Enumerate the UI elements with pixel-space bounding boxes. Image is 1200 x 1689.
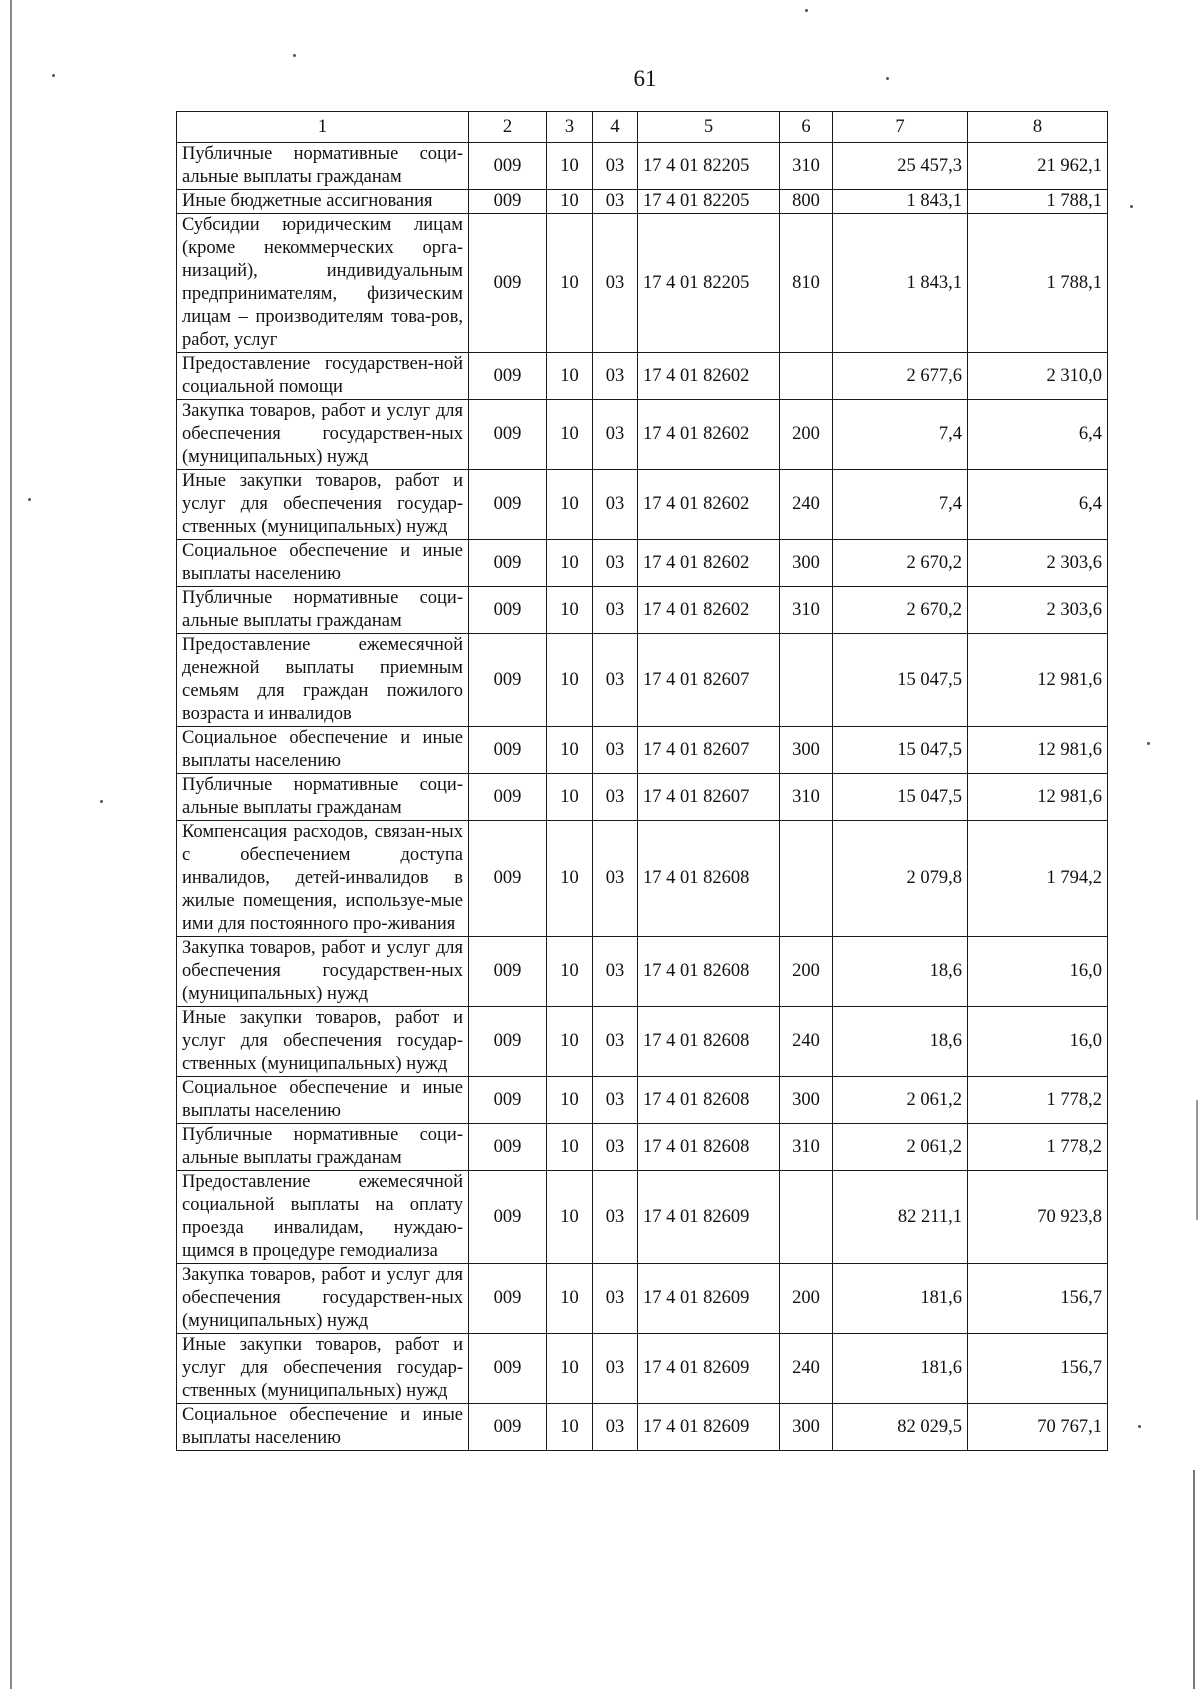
scan-speck	[28, 498, 31, 501]
amount-col8-cell: 21 962,1	[968, 143, 1108, 190]
subsection-code-cell: 03	[593, 937, 638, 1007]
subsection-code-cell: 03	[593, 143, 638, 190]
expense-name-cell: Закупка товаров, работ и услуг для обеспечения государствен-ных (муниципальных) нужд	[177, 400, 469, 470]
target-article-cell: 17 4 01 82609	[638, 1404, 780, 1451]
target-article-cell: 17 4 01 82609	[638, 1264, 780, 1334]
target-article-cell: 17 4 01 82602	[638, 353, 780, 400]
column-header: 2	[469, 112, 547, 143]
table-row	[177, 1171, 1108, 1264]
expense-type-cell	[780, 1171, 833, 1264]
scan-edge-line-right-upper	[1196, 1100, 1198, 1220]
table-row	[177, 1007, 1108, 1077]
ministry-code-cell: 009	[469, 353, 547, 400]
ministry-code-cell: 009	[469, 214, 547, 353]
scan-speck	[1130, 205, 1133, 208]
expense-type-cell	[780, 353, 833, 400]
amount-col7-cell: 2 677,6	[833, 353, 968, 400]
expense-name-cell: Социальное обеспечение и иные выплаты населению	[177, 727, 469, 774]
expense-type-cell: 310	[780, 587, 833, 634]
expense-name-cell: Закупка товаров, работ и услуг для обеспечения государствен-ных (муниципальных) нужд	[177, 937, 469, 1007]
expense-name-cell: Предоставление ежемесячной социальной выплаты на оплату проезда инвалидам, нуждаю-щимся в процедуре гемодиализа	[177, 1171, 469, 1264]
target-article-cell: 17 4 01 82602	[638, 587, 780, 634]
target-article-cell: 17 4 01 82609	[638, 1334, 780, 1404]
target-article-cell: 17 4 01 82608	[638, 937, 780, 1007]
expense-type-cell: 300	[780, 1077, 833, 1124]
expense-type-cell: 200	[780, 400, 833, 470]
scan-speck	[293, 54, 296, 57]
scan-speck	[100, 800, 103, 803]
expense-name-cell: Иные закупки товаров, работ и услуг для обеспечения государ-ственных (муниципальных) нужд	[177, 470, 469, 540]
scan-speck	[805, 9, 808, 12]
section-code-cell: 10	[547, 1171, 593, 1264]
subsection-code-cell: 03	[593, 400, 638, 470]
subsection-code-cell: 03	[593, 634, 638, 727]
expense-type-cell: 240	[780, 1007, 833, 1077]
column-header: 6	[780, 112, 833, 143]
amount-col8-cell: 1 778,2	[968, 1077, 1108, 1124]
amount-col7-cell: 18,6	[833, 937, 968, 1007]
expense-name-cell: Публичные нормативные соци-альные выплаты гражданам	[177, 774, 469, 821]
column-header: 1	[177, 112, 469, 143]
amount-col7-cell: 25 457,3	[833, 143, 968, 190]
target-article-cell: 17 4 01 82608	[638, 821, 780, 937]
table-row	[177, 774, 1108, 821]
amount-col8-cell: 16,0	[968, 937, 1108, 1007]
subsection-code-cell: 03	[593, 214, 638, 353]
ministry-code-cell: 009	[469, 1404, 547, 1451]
target-article-cell: 17 4 01 82607	[638, 774, 780, 821]
table-row	[177, 1334, 1108, 1404]
ministry-code-cell: 009	[469, 587, 547, 634]
ministry-code-cell: 009	[469, 190, 547, 214]
amount-col7-cell: 7,4	[833, 400, 968, 470]
amount-col7-cell: 181,6	[833, 1264, 968, 1334]
subsection-code-cell: 03	[593, 1264, 638, 1334]
column-header: 3	[547, 112, 593, 143]
section-code-cell: 10	[547, 1264, 593, 1334]
ministry-code-cell: 009	[469, 821, 547, 937]
subsection-code-cell: 03	[593, 821, 638, 937]
ministry-code-cell: 009	[469, 1334, 547, 1404]
target-article-cell: 17 4 01 82608	[638, 1124, 780, 1171]
section-code-cell: 10	[547, 634, 593, 727]
ministry-code-cell: 009	[469, 1077, 547, 1124]
expense-name-cell: Социальное обеспечение и иные выплаты населению	[177, 540, 469, 587]
target-article-cell: 17 4 01 82609	[638, 1171, 780, 1264]
amount-col8-cell: 1 788,1	[968, 214, 1108, 353]
amount-col8-cell: 70 767,1	[968, 1404, 1108, 1451]
section-code-cell: 10	[547, 1124, 593, 1171]
table-row	[177, 214, 1108, 353]
amount-col7-cell: 82 211,1	[833, 1171, 968, 1264]
section-code-cell: 10	[547, 821, 593, 937]
section-code-cell: 10	[547, 214, 593, 353]
subsection-code-cell: 03	[593, 470, 638, 540]
scan-edge-line-right	[1193, 1470, 1195, 1689]
amount-col7-cell: 181,6	[833, 1334, 968, 1404]
amount-col8-cell: 1 778,2	[968, 1124, 1108, 1171]
amount-col7-cell: 15 047,5	[833, 727, 968, 774]
section-code-cell: 10	[547, 353, 593, 400]
ministry-code-cell: 009	[469, 774, 547, 821]
expense-name-cell: Предоставление ежемесячной денежной выплаты приемным семьям для граждан пожилого возраста и инвалидов	[177, 634, 469, 727]
ministry-code-cell: 009	[469, 937, 547, 1007]
ministry-code-cell: 009	[469, 727, 547, 774]
expense-type-cell: 200	[780, 937, 833, 1007]
amount-col8-cell: 2 310,0	[968, 353, 1108, 400]
amount-col8-cell: 1 794,2	[968, 821, 1108, 937]
target-article-cell: 17 4 01 82602	[638, 470, 780, 540]
target-article-cell: 17 4 01 82602	[638, 400, 780, 470]
expense-name-cell: Социальное обеспечение и иные выплаты населению	[177, 1404, 469, 1451]
table-row	[177, 143, 1108, 190]
column-header: 8	[968, 112, 1108, 143]
table-row	[177, 1124, 1108, 1171]
subsection-code-cell: 03	[593, 1124, 638, 1171]
table-body	[177, 143, 1108, 1451]
amount-col8-cell: 156,7	[968, 1264, 1108, 1334]
budget-table	[176, 111, 1108, 1451]
subsection-code-cell: 03	[593, 727, 638, 774]
subsection-code-cell: 03	[593, 1404, 638, 1451]
table-row	[177, 470, 1108, 540]
section-code-cell: 10	[547, 190, 593, 214]
section-code-cell: 10	[547, 774, 593, 821]
section-code-cell: 10	[547, 727, 593, 774]
target-article-cell: 17 4 01 82608	[638, 1077, 780, 1124]
expense-type-cell: 810	[780, 214, 833, 353]
expense-name-cell: Публичные нормативные соци-альные выплаты гражданам	[177, 1124, 469, 1171]
table-row	[177, 937, 1108, 1007]
table-row	[177, 400, 1108, 470]
expense-type-cell: 300	[780, 1404, 833, 1451]
scan-speck	[1147, 742, 1150, 745]
subsection-code-cell: 03	[593, 540, 638, 587]
column-header: 4	[593, 112, 638, 143]
section-code-cell: 10	[547, 540, 593, 587]
amount-col8-cell: 2 303,6	[968, 540, 1108, 587]
ministry-code-cell: 009	[469, 400, 547, 470]
expense-type-cell	[780, 634, 833, 727]
target-article-cell: 17 4 01 82608	[638, 1007, 780, 1077]
expense-name-cell: Закупка товаров, работ и услуг для обеспечения государствен-ных (муниципальных) нужд	[177, 1264, 469, 1334]
expense-type-cell	[780, 821, 833, 937]
expense-name-cell: Иные закупки товаров, работ и услуг для обеспечения государ-ственных (муниципальных) нужд	[177, 1334, 469, 1404]
amount-col7-cell: 7,4	[833, 470, 968, 540]
amount-col8-cell: 156,7	[968, 1334, 1108, 1404]
scan-speck	[52, 74, 55, 77]
expense-type-cell: 200	[780, 1264, 833, 1334]
section-code-cell: 10	[547, 1404, 593, 1451]
section-code-cell: 10	[547, 587, 593, 634]
target-article-cell: 17 4 01 82607	[638, 727, 780, 774]
amount-col7-cell: 2 061,2	[833, 1077, 968, 1124]
table-row	[177, 821, 1108, 937]
amount-col8-cell: 70 923,8	[968, 1171, 1108, 1264]
subsection-code-cell: 03	[593, 353, 638, 400]
target-article-cell: 17 4 01 82205	[638, 190, 780, 214]
expense-type-cell: 800	[780, 190, 833, 214]
expense-type-cell: 240	[780, 470, 833, 540]
target-article-cell: 17 4 01 82602	[638, 540, 780, 587]
section-code-cell: 10	[547, 1077, 593, 1124]
table-row	[177, 634, 1108, 727]
ministry-code-cell: 009	[469, 143, 547, 190]
amount-col7-cell: 1 843,1	[833, 214, 968, 353]
expense-name-cell: Компенсация расходов, связан-ных с обеспечением доступа инвалидов, детей-инвалидов в жилые помещения, используе-мые ими для постоянного про-живания	[177, 821, 469, 937]
table-row	[177, 1264, 1108, 1334]
table-row	[177, 540, 1108, 587]
header-row	[177, 112, 1108, 143]
expense-type-cell: 310	[780, 143, 833, 190]
amount-col7-cell: 2 061,2	[833, 1124, 968, 1171]
ministry-code-cell: 009	[469, 634, 547, 727]
section-code-cell: 10	[547, 1007, 593, 1077]
amount-col8-cell: 6,4	[968, 400, 1108, 470]
subsection-code-cell: 03	[593, 774, 638, 821]
table-header	[177, 112, 1108, 143]
expense-name-cell: Иные бюджетные ассигнования	[177, 190, 469, 214]
amount-col7-cell: 2 670,2	[833, 540, 968, 587]
amount-col8-cell: 1 788,1	[968, 190, 1108, 214]
table-row	[177, 190, 1108, 214]
subsection-code-cell: 03	[593, 1077, 638, 1124]
target-article-cell: 17 4 01 82607	[638, 634, 780, 727]
subsection-code-cell: 03	[593, 1007, 638, 1077]
expense-name-cell: Субсидии юридическим лицам (кроме некоммерческих орга-низаций), индивидуальным предпринимателям, физическим лицам – производителям това-ров, работ, услуг	[177, 214, 469, 353]
subsection-code-cell: 03	[593, 1171, 638, 1264]
amount-col8-cell: 16,0	[968, 1007, 1108, 1077]
table-row	[177, 353, 1108, 400]
ministry-code-cell: 009	[469, 1007, 547, 1077]
amount-col8-cell: 12 981,6	[968, 634, 1108, 727]
expense-type-cell: 310	[780, 774, 833, 821]
amount-col8-cell: 12 981,6	[968, 727, 1108, 774]
amount-col8-cell: 12 981,6	[968, 774, 1108, 821]
amount-col8-cell: 2 303,6	[968, 587, 1108, 634]
ministry-code-cell: 009	[469, 1264, 547, 1334]
ministry-code-cell: 009	[469, 470, 547, 540]
amount-col7-cell: 15 047,5	[833, 774, 968, 821]
target-article-cell: 17 4 01 82205	[638, 143, 780, 190]
expense-type-cell: 310	[780, 1124, 833, 1171]
table-row	[177, 587, 1108, 634]
expense-type-cell: 300	[780, 540, 833, 587]
section-code-cell: 10	[547, 1334, 593, 1404]
column-header: 5	[638, 112, 780, 143]
scan-edge-line-left	[10, 0, 12, 1689]
target-article-cell: 17 4 01 82205	[638, 214, 780, 353]
expense-type-cell: 300	[780, 727, 833, 774]
ministry-code-cell: 009	[469, 1171, 547, 1264]
expense-name-cell: Социальное обеспечение и иные выплаты населению	[177, 1077, 469, 1124]
section-code-cell: 10	[547, 937, 593, 1007]
scan-speck	[886, 77, 889, 80]
table-row	[177, 1077, 1108, 1124]
expense-name-cell: Иные закупки товаров, работ и услуг для обеспечения государ-ственных (муниципальных) нужд	[177, 1007, 469, 1077]
amount-col7-cell: 18,6	[833, 1007, 968, 1077]
amount-col7-cell: 2 670,2	[833, 587, 968, 634]
ministry-code-cell: 009	[469, 1124, 547, 1171]
subsection-code-cell: 03	[593, 1334, 638, 1404]
section-code-cell: 10	[547, 470, 593, 540]
section-code-cell: 10	[547, 143, 593, 190]
amount-col7-cell: 15 047,5	[833, 634, 968, 727]
amount-col8-cell: 6,4	[968, 470, 1108, 540]
scan-speck	[1138, 1425, 1141, 1428]
column-header: 7	[833, 112, 968, 143]
ministry-code-cell: 009	[469, 540, 547, 587]
table-row	[177, 727, 1108, 774]
subsection-code-cell: 03	[593, 587, 638, 634]
subsection-code-cell: 03	[593, 190, 638, 214]
amount-col7-cell: 2 079,8	[833, 821, 968, 937]
expense-name-cell: Публичные нормативные соци-альные выплаты гражданам	[177, 587, 469, 634]
expense-type-cell: 240	[780, 1334, 833, 1404]
amount-col7-cell: 1 843,1	[833, 190, 968, 214]
expense-name-cell: Публичные нормативные соци-альные выплаты гражданам	[177, 143, 469, 190]
section-code-cell: 10	[547, 400, 593, 470]
page-number: 61	[633, 66, 657, 91]
expense-name-cell: Предоставление государствен-ной социальной помощи	[177, 353, 469, 400]
table-row	[177, 1404, 1108, 1451]
amount-col7-cell: 82 029,5	[833, 1404, 968, 1451]
